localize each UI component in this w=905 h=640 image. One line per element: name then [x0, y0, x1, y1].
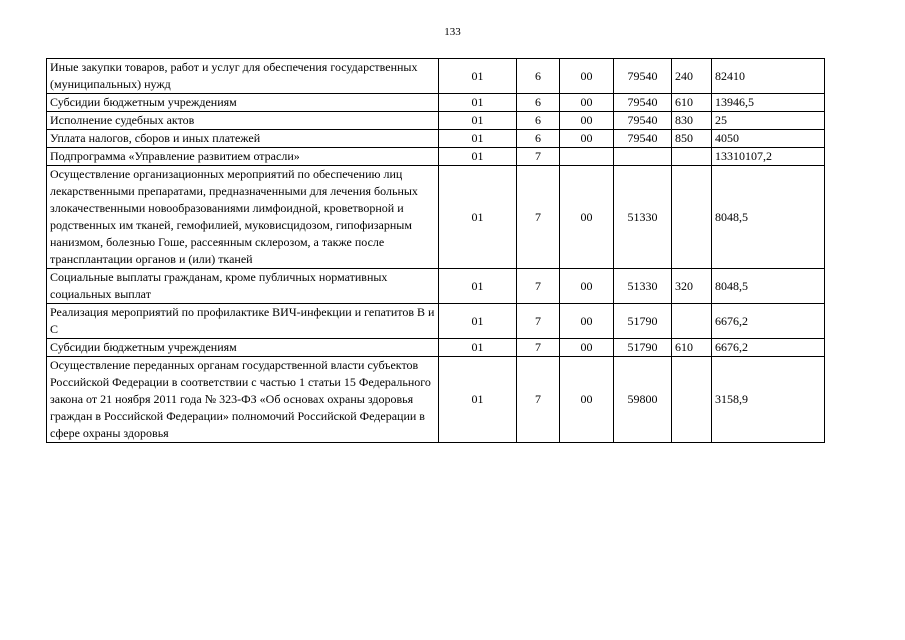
program-code-cell: 00 — [560, 339, 614, 357]
target-code-cell — [614, 148, 672, 166]
table-row — [47, 166, 825, 269]
table-row — [47, 59, 825, 94]
subsection-code-cell: 6 — [517, 130, 560, 148]
amount-cell: 25 — [712, 112, 825, 130]
section-code-cell: 01 — [439, 94, 517, 112]
row-name-cell: Уплата налогов, сборов и иных платежей — [47, 130, 439, 148]
expense-type-cell: 240 — [672, 59, 712, 94]
target-code-cell: 79540 — [614, 94, 672, 112]
row-name-cell: Социальные выплаты гражданам, кроме публичных нормативных социальных выплат — [47, 269, 439, 304]
target-code-cell: 51330 — [614, 166, 672, 269]
section-code-cell: 01 — [439, 59, 517, 94]
program-code-cell — [560, 148, 614, 166]
row-name-cell: Исполнение судебных актов — [47, 112, 439, 130]
subsection-code-cell: 7 — [517, 148, 560, 166]
expense-type-cell — [672, 304, 712, 339]
row-name-cell: Реализация мероприятий по профилактике ВИЧ-инфекции и гепатитов B и C — [47, 304, 439, 339]
row-name-cell: Субсидии бюджетным учреждениям — [47, 94, 439, 112]
subsection-code-cell: 7 — [517, 304, 560, 339]
subsection-code-cell: 6 — [517, 112, 560, 130]
subsection-code-cell: 7 — [517, 339, 560, 357]
table-row — [47, 130, 825, 148]
section-code-cell: 01 — [439, 166, 517, 269]
subsection-code-cell: 6 — [517, 59, 560, 94]
row-name-cell: Подпрограмма «Управление развитием отрасли» — [47, 148, 439, 166]
target-code-cell: 59800 — [614, 357, 672, 443]
program-code-cell: 00 — [560, 166, 614, 269]
amount-cell: 3158,9 — [712, 357, 825, 443]
budget-table — [46, 58, 825, 443]
section-code-cell: 01 — [439, 269, 517, 304]
table-body — [47, 59, 825, 443]
amount-cell: 6676,2 — [712, 339, 825, 357]
target-code-cell: 79540 — [614, 59, 672, 94]
section-code-cell: 01 — [439, 304, 517, 339]
amount-cell: 8048,5 — [712, 166, 825, 269]
program-code-cell: 00 — [560, 94, 614, 112]
expense-type-cell: 830 — [672, 112, 712, 130]
expense-type-cell: 610 — [672, 94, 712, 112]
row-name-cell: Иные закупки товаров, работ и услуг для обеспечения государственных (муниципальных) нужд — [47, 59, 439, 94]
table-row — [47, 148, 825, 166]
table-row — [47, 94, 825, 112]
target-code-cell: 51790 — [614, 339, 672, 357]
table-row — [47, 112, 825, 130]
row-name-cell: Субсидии бюджетным учреждениям — [47, 339, 439, 357]
subsection-code-cell: 7 — [517, 166, 560, 269]
target-code-cell: 51330 — [614, 269, 672, 304]
amount-cell: 6676,2 — [712, 304, 825, 339]
section-code-cell: 01 — [439, 130, 517, 148]
program-code-cell: 00 — [560, 304, 614, 339]
amount-cell: 13946,5 — [712, 94, 825, 112]
amount-cell: 13310107,2 — [712, 148, 825, 166]
program-code-cell: 00 — [560, 130, 614, 148]
subsection-code-cell: 6 — [517, 94, 560, 112]
expense-type-cell — [672, 148, 712, 166]
amount-cell: 8048,5 — [712, 269, 825, 304]
subsection-code-cell: 7 — [517, 357, 560, 443]
amount-cell: 4050 — [712, 130, 825, 148]
table-row — [47, 304, 825, 339]
section-code-cell: 01 — [439, 339, 517, 357]
program-code-cell: 00 — [560, 112, 614, 130]
section-code-cell: 01 — [439, 112, 517, 130]
program-code-cell: 00 — [560, 59, 614, 94]
section-code-cell: 01 — [439, 357, 517, 443]
amount-cell: 82410 — [712, 59, 825, 94]
table-row — [47, 357, 825, 443]
expense-type-cell — [672, 166, 712, 269]
subsection-code-cell: 7 — [517, 269, 560, 304]
page-number: 133 — [444, 26, 461, 38]
row-name-cell: Осуществление переданных органам государственной власти субъектов Российской Федерации в соответствии с частью 1 статьи 15 Федерального закона от 21 ноября 2011 года № 323-ФЗ «Об основах охраны здоровья граждан в Российской Федерации» полномочий Российской Федерации в сфере охраны здоровья — [47, 357, 439, 443]
table-row — [47, 339, 825, 357]
expense-type-cell: 610 — [672, 339, 712, 357]
target-code-cell: 79540 — [614, 112, 672, 130]
program-code-cell: 00 — [560, 269, 614, 304]
table-row — [47, 269, 825, 304]
expense-type-cell: 320 — [672, 269, 712, 304]
program-code-cell: 00 — [560, 357, 614, 443]
row-name-cell: Осуществление организационных мероприятий по обеспечению лиц лекарственными препаратами, предназначенными для лечения больных злокачественными новообразованиями лимфоидной, кроветворной и родственных им тканей, гемофилией, муковисцидозом, гипофизарным нанизмом, болезнью Гоше, рассеянным склерозом, а также после трансплантации органов и (или) тканей — [47, 166, 439, 269]
section-code-cell: 01 — [439, 148, 517, 166]
expense-type-cell — [672, 357, 712, 443]
target-code-cell: 51790 — [614, 304, 672, 339]
expense-type-cell: 850 — [672, 130, 712, 148]
target-code-cell: 79540 — [614, 130, 672, 148]
